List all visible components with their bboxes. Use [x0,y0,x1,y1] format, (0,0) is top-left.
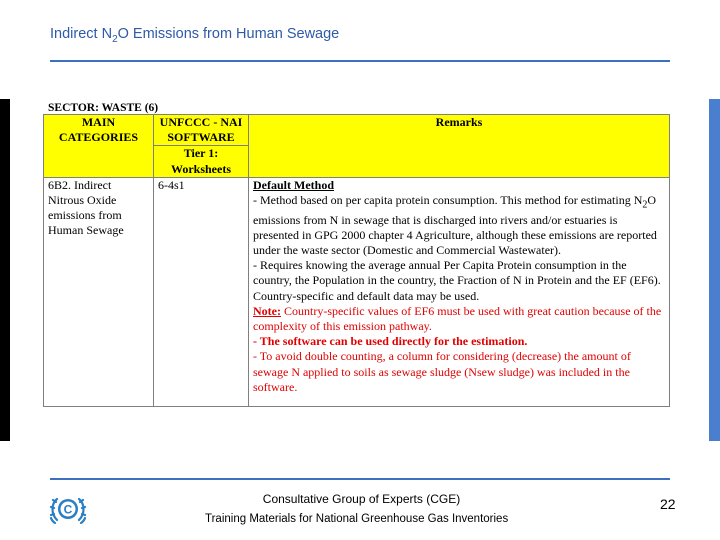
page-number: 22 [660,496,676,512]
sector-label: SECTOR: WASTE (6) [48,102,159,114]
footer-subtitle: Training Materials for National Greenhouse Gas Inventories [205,513,509,525]
remark-line1-subscript: 2 [642,199,648,211]
remark-software-direct: - The software can be used directly for the estimation. [253,334,528,349]
footer-organization [0,492,720,506]
left-decorative-bar [0,99,10,441]
header-unfccc-software: UNFCCC - NAI SOFTWARE [154,115,249,146]
remark-method-description [253,193,665,258]
remark-requirements: - Requires knowing the average annual Per Capita Protein consumption in the country, the Population in the country, the Fraction of N in Protein and the EF (EF6). Country-specific and default data may be used. [253,258,661,303]
remark-line1-cont: O emissions from N in sewage that is discharged into rivers and/or estuaries is presented in GPG 2000 chapter 4 Agriculture, although these emissions are reported under the waste sector (Domestic and Commercial Wastewater). [253,193,657,258]
footer-divider [50,478,670,480]
cell-worksheet: 6-4s1 [154,177,249,406]
remark-note [253,304,665,334]
right-decorative-bar [709,99,720,441]
footer-org-text: Consultative Group of Experts (CGE) [262,492,461,506]
table-row [44,177,670,406]
waste-sector-table [43,114,670,407]
note-label: Note: [253,303,281,318]
default-method-heading: Default Method [253,177,334,192]
svg-text:C: C [63,502,73,517]
header-remarks: Remarks [249,115,670,178]
slide-title-prefix: Indirect N [50,26,113,42]
cell-remarks [249,177,670,406]
header-tier-worksheets: Tier 1: Worksheets [154,146,249,177]
header-main-categories: MAIN CATEGORIES [44,115,154,178]
slide-title [50,26,339,45]
table-header-row [44,115,670,146]
note-text: Country-specific values of EF6 must be used with great caution because of the complexity of this emission pathway. [253,303,662,334]
slide-title-subscript: 2 [112,33,118,45]
slide-title-suffix: O Emissions from Human Sewage [117,26,340,42]
remark-double-counting: - To avoid double counting, a column for considering (decrease) the amount of sewage N applied to soils as sewage sludge (Nsew sludge) was included in the software. [253,349,631,394]
cell-category: 6B2. Indirect Nitrous Oxide emissions from Human Sewage [44,177,154,406]
title-divider [50,60,670,62]
remark-line1: - Method based on per capita protein consumption. This method for estimating N [253,193,643,208]
